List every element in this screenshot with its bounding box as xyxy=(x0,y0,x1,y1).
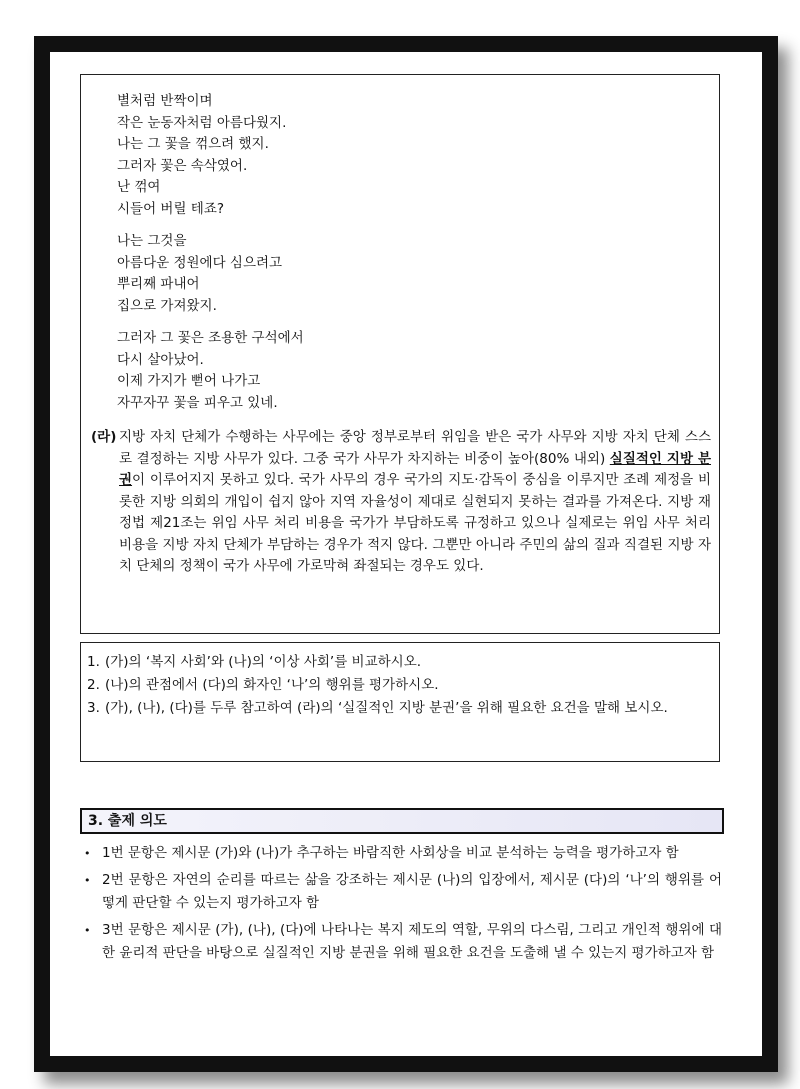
poem-line: 이제 가지가 뻗어 나가고 xyxy=(117,373,261,389)
question-item xyxy=(87,651,713,674)
poem-line: 시들어 버릴 테죠? xyxy=(117,200,225,217)
bullet-icon: • xyxy=(84,924,91,937)
intent-item xyxy=(80,869,722,915)
poem-line: 아름다운 정원에다 심으려고 xyxy=(117,254,283,271)
question-text: (나)의 관점에서 (다)의 화자인 ‘나’의 행위를 평가하시오. xyxy=(105,677,439,693)
passage-ra-text xyxy=(119,427,711,578)
poem-line: 그러자 그 꽃은 조용한 구석에서 xyxy=(117,330,304,346)
poem-line: 나는 그것을 xyxy=(117,233,187,249)
intent-text: 2번 문항은 자연의 순리를 따르는 삶을 강조하는 제시문 (나)의 입장에서, 제시문 (다)의 ‘나’의 행위를 어떻게 판단할 수 있는지 평가하고자 함 xyxy=(102,872,722,911)
poem-stanza-3 xyxy=(117,328,304,414)
question-number: 1. xyxy=(87,654,100,670)
question-number: 3. xyxy=(87,700,100,716)
page-frame xyxy=(34,36,778,1072)
intent-text: 3번 문항은 제시문 (가), (나), (다)에 나타나는 복지 제도의 역할, 무위의 다스림, 그리고 개인적 행위에 대한 윤리적 판단을 바탕으로 실질적인 지방 분권을 위해 필요한 요건을 도출해 낼 수 있는지 평가하고자 함 xyxy=(102,922,722,961)
poem-line: 자꾸자꾸 꽃을 피우고 있네. xyxy=(117,394,278,411)
question-number: 2. xyxy=(87,677,100,693)
question-text: (가)의 ‘복지 사회’와 (나)의 ‘이상 사회’를 비교하시오. xyxy=(105,654,422,670)
poem-line: 그러자 꽃은 속삭였어. xyxy=(117,157,248,174)
intent-list xyxy=(80,842,722,969)
section-header: 3. 출제 의도 xyxy=(80,808,724,834)
question-text: (가), (나), (다)를 두루 참고하여 (라)의 ‘실질적인 지방 분권’을 위해 필요한 요건을 말해 보시오. xyxy=(105,700,668,716)
question-list xyxy=(87,651,713,720)
intent-text: 1번 문항은 제시문 (가)와 (나)가 추구하는 바람직한 사회상을 비교 분석하는 능력을 평가하고자 함 xyxy=(102,845,679,861)
intent-item xyxy=(80,919,722,965)
poem-line: 난 꺾여 xyxy=(117,179,161,195)
bullet-icon: • xyxy=(84,874,91,887)
question-item xyxy=(87,697,713,720)
poem-line: 다시 살아났어. xyxy=(117,351,204,368)
poem-stanza-2 xyxy=(117,231,304,317)
bullet-icon: • xyxy=(84,847,91,860)
poem-line: 작은 눈동자처럼 아름다웠지. xyxy=(117,114,287,131)
passage-ra-text-after: 이 이루어지지 못하고 있다. 국가 사무의 경우 국가의 지도·감독이 중심을 이루지만 조례 제정을 비롯한 지방 의회의 개입이 쉽지 않아 지역 자율성이 제대로 실현되지 못하는 결과를 가져온다. 지방 재정법 제21조는 위임 사무 처리 비용을 국가가 부담하도록 규정하고 있으나 실제로는 위임 사무 처리 비용을 지방 자치 단체가 부담하는 경우가 적지 않다. 그뿐만 아니라 주민의 삶의 질과 직결된 지방 자치 단체의 정책이 국가 사무에 가로막혀 좌절되는 경우도 있다. xyxy=(119,472,711,574)
poem-line: 별처럼 반짝이며 xyxy=(117,93,213,109)
passage-ra-emphasis: 실질적인 지방 분권 xyxy=(119,450,712,488)
passage-ra-text-before: 지방 자치 단체가 수행하는 사무에는 중앙 정부로부터 위임을 받은 국가 사무와 지방 자치 단체 스스로 결정하는 지방 사무가 있다. 그중 국가 사무가 차지하는 비중이 높아(80% 내외) xyxy=(119,429,711,467)
intent-item xyxy=(80,842,722,865)
poem xyxy=(117,91,304,425)
poem-line: 집으로 가져왔지. xyxy=(117,297,217,314)
passage-ra-tag: (라) xyxy=(91,429,117,445)
poem-line: 뿌리째 파내어 xyxy=(117,276,200,292)
passage-ra xyxy=(91,427,711,578)
poem-stanza-1 xyxy=(117,91,304,220)
passage-box xyxy=(80,74,720,634)
poem-line: 나는 그 꽃을 꺾으려 했지. xyxy=(117,136,269,152)
questions-box xyxy=(80,642,720,762)
question-item xyxy=(87,674,713,697)
